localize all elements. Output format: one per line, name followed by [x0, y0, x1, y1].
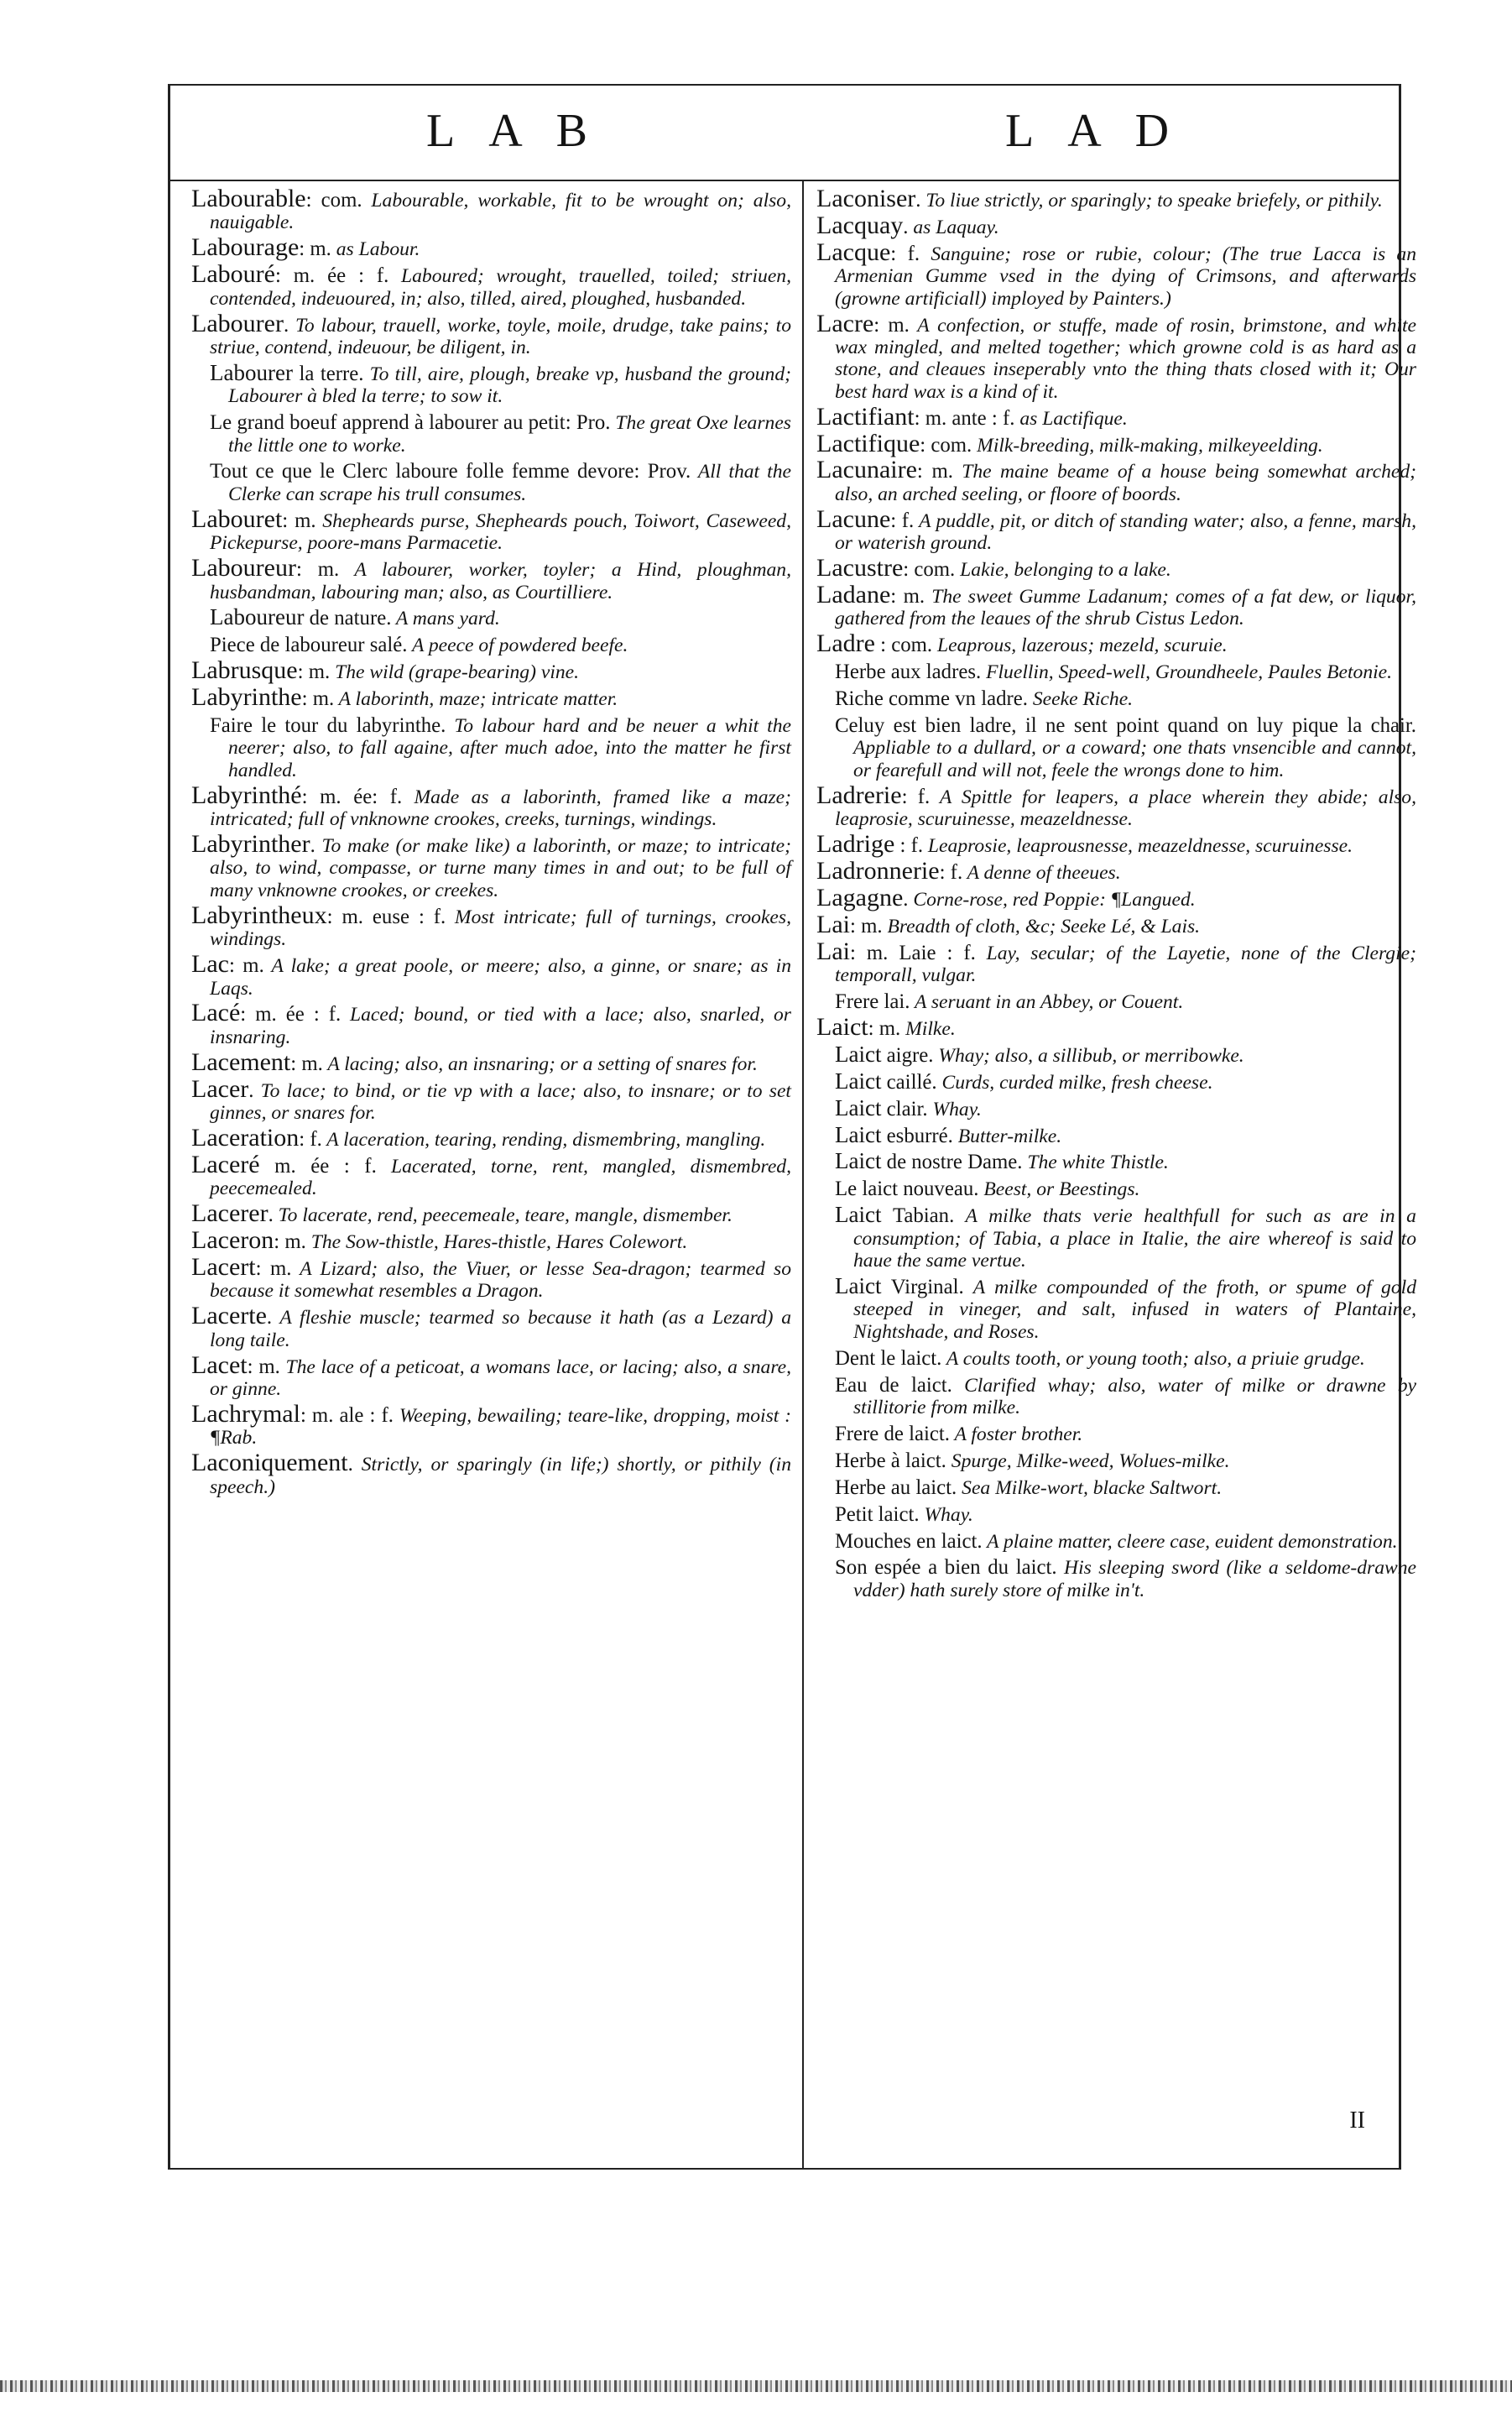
- definition: Sanguine; rose or rubie, colour; (The true Lacca is an Armenian Gumme vsed in the dying of Crimsons, and afterwards (growne artificiall) imployed by Painters.): [835, 243, 1416, 310]
- headword: Laict: [835, 1148, 882, 1174]
- grammar-note: : com.: [903, 558, 956, 582]
- definition: A confection, or stuffe, made of rosin, brimstone, and white wax mingled, and melted together; which growne cold is as hard as a stone, and cleaues inseperably vnto the thing thats closed with it; Our best hard wax is a kind of it.: [835, 314, 1416, 403]
- headword: Laboureur: [210, 604, 305, 630]
- definition: A labourer, worker, toyler; a Hind, ploughman, husbandman, labouring man; also, as Courtilliere.: [210, 559, 791, 603]
- running-head-right: LAD: [1005, 105, 1203, 157]
- grammar-note: .: [283, 313, 289, 337]
- grammar-note: : m.: [295, 558, 340, 582]
- dictionary-entry: [816, 504, 1416, 555]
- grammar-note: .: [266, 1306, 273, 1329]
- definition: Lakie, belonging to a lake.: [955, 559, 1171, 582]
- headword: Lactifique: [816, 429, 920, 457]
- grammar-note: : m.: [274, 1230, 306, 1254]
- definition: A laceration, tearing, rending, dismembring, mangling.: [321, 1128, 766, 1151]
- grammar-note: : m. euse : f.: [326, 905, 446, 928]
- grammar-note: : f.: [299, 1127, 322, 1151]
- grammar-note: de nature.: [304, 607, 392, 630]
- grammar-note: : m.: [868, 1016, 901, 1040]
- headword: Lacunaire: [816, 456, 917, 484]
- scan-edge-strip: [0, 2380, 1512, 2392]
- definition: To labour hard and be neuer a whit the neerer; also, to fall againe, after much adoe, into the matter he first handled.: [228, 715, 791, 781]
- headword: Lacque: [816, 238, 891, 266]
- headword: Laconiser: [816, 185, 916, 212]
- dictionary-entry: [191, 1123, 791, 1152]
- grammar-note: Piece de laboureur salé.: [210, 634, 408, 657]
- column-divider: [802, 180, 804, 2168]
- definition: A foster brother.: [950, 1423, 1083, 1445]
- grammar-note: .: [268, 1204, 274, 1227]
- dictionary-entry: [816, 238, 1416, 310]
- dictionary-entry: [191, 656, 791, 685]
- grammar-note: la terre.: [292, 362, 364, 385]
- grammar-note: : f.: [939, 860, 963, 884]
- headword: Lai: [816, 937, 850, 965]
- definition: Whay.: [927, 1098, 982, 1120]
- dictionary-entry: [816, 402, 1416, 431]
- dictionary-entry: [816, 883, 1416, 911]
- grammar-note: aigre.: [881, 1043, 934, 1067]
- definition: Labourable, workable, fit to be wrought on; also, nauigable.: [210, 190, 791, 234]
- headword: Labourable: [191, 185, 306, 212]
- headword: Lacustre: [816, 554, 904, 582]
- grammar-note: .: [915, 189, 921, 212]
- headword: Labrusque: [191, 656, 298, 685]
- headword: Ladronnerie: [816, 856, 940, 885]
- grammar-note: Petit laict.: [835, 1502, 920, 1526]
- dictionary-entry: [816, 211, 1416, 239]
- grammar-note: : m.: [301, 687, 335, 711]
- grammar-note: : com.: [920, 433, 972, 457]
- headword: Ladrige: [816, 830, 895, 859]
- grammar-note: Virginal.: [881, 1275, 964, 1298]
- dictionary-entry: [191, 1449, 791, 1498]
- definition: Sea Milke-wort, blacke Saltwort.: [957, 1476, 1223, 1499]
- grammar-note: Son espée a bien du laict.: [835, 1556, 1057, 1580]
- definition: The sweet Gumme Ladanum; comes of a fat dew, or liquor, gathered from the leaues of the shrub Cistus Ledon.: [835, 586, 1416, 630]
- definition: The white Thistle.: [1022, 1152, 1169, 1174]
- headword: Ladane: [816, 581, 891, 608]
- grammar-note: : m.: [849, 914, 883, 938]
- headword: Laceron: [191, 1226, 274, 1255]
- headword: Lacer: [191, 1074, 249, 1103]
- grammar-note: .: [903, 215, 909, 238]
- left-column: [191, 185, 792, 1502]
- definition: The wild (grape-bearing) vine.: [330, 661, 580, 684]
- definition: The maine beame of a house being somewhat arched; also, an arched seeling, or floore of boords.: [835, 461, 1417, 505]
- dictionary-entry: [191, 1047, 791, 1076]
- definition: A laborinth, maze; intricate matter.: [334, 688, 618, 711]
- grammar-note: : com.: [305, 189, 362, 212]
- dictionary-entry: [191, 1252, 791, 1303]
- grammar-note: : m. ée : f.: [240, 1003, 342, 1026]
- dictionary-entry: [816, 937, 1416, 987]
- grammar-note: Dent le laict.: [835, 1346, 942, 1370]
- definition: A puddle, pit, or ditch of standing water; also, a fenne, marsh, or waterish ground.: [835, 509, 1416, 555]
- grammar-note: de nostre Dame.: [881, 1151, 1023, 1174]
- dictionary-entry: [816, 1555, 1416, 1601]
- definition: Shepheards purse, Shepheards pouch, Toiwort, Caseweed, Pickepurse, poore-mans Parmacetie.: [210, 509, 792, 555]
- headword: Laceration: [191, 1123, 300, 1152]
- definition: A peece of powdered beefe.: [407, 635, 628, 657]
- headword: Lacé: [191, 999, 241, 1027]
- grammar-note: caillé.: [881, 1070, 937, 1094]
- dictionary-entry: [191, 1399, 792, 1449]
- grammar-note: : com.: [874, 634, 933, 657]
- dictionary-entry: [816, 629, 1416, 658]
- definition: Milke.: [900, 1017, 956, 1040]
- dictionary-entry: [191, 633, 791, 656]
- definition: Whay; also, a sillibub, or merribowke.: [933, 1044, 1244, 1067]
- grammar-note: Tout ce que le Clerc laboure folle femme devore: Prov.: [210, 460, 691, 483]
- dictionary-entry: [191, 410, 791, 457]
- dictionary-entry: [191, 1226, 791, 1255]
- dictionary-entry: [816, 1177, 1416, 1200]
- dictionary-entry: [816, 1150, 1416, 1173]
- dictionary-entry: [816, 1529, 1416, 1553]
- headword: Lacert: [191, 1252, 256, 1281]
- definition: Laboured; wrought, trauelled, toiled; striuen, contended, indeuoured, in; also, tilled, aired, ploughed, husbanded.: [210, 265, 791, 310]
- headword: Ladrerie: [816, 781, 902, 809]
- definition: Weeping, bewailing; teare-like, dropping, moist : ¶Rab.: [210, 1404, 792, 1449]
- headword: Lacre: [816, 309, 874, 337]
- grammar-note: Riche comme vn ladre.: [835, 687, 1028, 711]
- definition: Clarified whay; also, water of milke or drawne by stillitorie from milke.: [853, 1374, 1417, 1418]
- definition: Made as a laborinth, framed like a maze; intricated; full of vnknowne crookes, creeks, turnings, windings.: [210, 786, 791, 831]
- definition: Strictly, or sparingly (in life;) shortly, or pithily (in speech.): [210, 1454, 791, 1498]
- dictionary-entry: [816, 830, 1416, 859]
- dictionary-entry: [191, 606, 791, 629]
- right-column: [816, 185, 1417, 1605]
- headword: Lagagne: [816, 883, 904, 911]
- grammar-note: : m.: [873, 313, 910, 337]
- definition: A lacing; also, an insnaring; or a setting of snares for.: [322, 1052, 758, 1075]
- dictionary-entry: [816, 456, 1417, 505]
- page-number: II: [1349, 2107, 1365, 2134]
- grammar-note: Faire le tour du labyrinthe.: [210, 714, 446, 738]
- grammar-note: : m. ale : f.: [300, 1403, 394, 1427]
- dictionary-entry: [816, 990, 1416, 1013]
- headword: Labyrinther: [191, 830, 310, 859]
- grammar-note: : m.: [290, 1052, 323, 1075]
- dictionary-entry: [191, 459, 791, 505]
- dictionary-entry: [816, 309, 1416, 404]
- grammar-note: : m.: [299, 238, 331, 261]
- dictionary-entry: [816, 1422, 1416, 1445]
- grammar-note: Tabian.: [881, 1204, 955, 1228]
- dictionary-entry: [816, 554, 1416, 582]
- grammar-note: Le laict nouveau.: [835, 1178, 979, 1201]
- grammar-note: m. ée : f.: [259, 1154, 377, 1178]
- headword: Lachrymal: [191, 1399, 300, 1428]
- definition: Lay, secular; of the Layetie, none of the Clergie; temporall, vulgar.: [835, 942, 1416, 987]
- dictionary-entry: [191, 359, 791, 408]
- dictionary-entry: [191, 781, 791, 831]
- dictionary-entry: [191, 185, 791, 234]
- dictionary-entry: [816, 1043, 1416, 1067]
- headword: Labourer: [210, 359, 293, 385]
- grammar-note: Herbe aux ladres.: [835, 661, 982, 684]
- dictionary-entry: [816, 185, 1416, 212]
- dictionary-entry: [816, 581, 1416, 630]
- grammar-note: : m.: [282, 509, 316, 532]
- grammar-note: : m.: [228, 954, 264, 978]
- definition: To liue strictly, or sparingly; to speake briefely, or pithily.: [920, 190, 1383, 212]
- headword: Labourer: [191, 309, 284, 337]
- definition: A Spittle for leapers, a place wherein they abide; also, leaprosie, scuruinesse, meazeldnesse.: [835, 786, 1417, 831]
- grammar-note: Frere lai.: [835, 990, 910, 1013]
- dictionary-entry: [816, 713, 1416, 781]
- headword: Laict: [835, 1202, 882, 1228]
- grammar-note: Celuy est bien ladre, il ne sent point quand on luy pique la chair.: [835, 714, 1416, 738]
- dictionary-entry: [191, 999, 791, 1048]
- definition: Most intricate; full of turnings, crookes, windings.: [210, 906, 791, 951]
- definition: The Sow-thistle, Hares-thistle, Hares Colewort.: [305, 1231, 688, 1254]
- grammar-note: : m.: [247, 1355, 280, 1378]
- dictionary-entry: [191, 554, 791, 603]
- definition: To lacerate, rend, peecemeale, teare, mangle, dismember.: [273, 1204, 733, 1227]
- dictionary-entry: [816, 1449, 1416, 1472]
- definition: A fleshie muscle; tearmed so because it hath (as a Lezard) a long taile.: [210, 1307, 791, 1351]
- definition: A milke thats verie healthfull for such as are in a consumption; of Tabia, a place in Italie, the aire whereof is said to haue the same vertue.: [853, 1205, 1416, 1272]
- dictionary-entry: [191, 830, 791, 901]
- headword: Lacet: [191, 1350, 248, 1379]
- definition: The great Oxe learnes the little one to worke.: [228, 412, 791, 457]
- headword: Ladre: [816, 629, 875, 658]
- definition: To make (or make like) a laborinth, or maze; to intricate; also, to wind, compasse, or turne many times in and out; to be full of many vnknowne crookes, or creekes.: [210, 835, 791, 901]
- grammar-note: : m. Laie : f.: [849, 941, 976, 964]
- definition: The lace of a peticoat, a womans lace, or lacing; also, a snare, or ginne.: [210, 1355, 791, 1400]
- definition: Whay.: [919, 1503, 973, 1526]
- dictionary-entry: [191, 504, 792, 555]
- headword: Lacement: [191, 1047, 291, 1076]
- grammar-note: Eau de laict.: [835, 1373, 952, 1397]
- definition: as Lactifique.: [1014, 407, 1128, 430]
- dictionary-entry: [816, 1204, 1416, 1272]
- headword: Laceré: [191, 1150, 260, 1178]
- dictionary-entry: [816, 1475, 1416, 1499]
- grammar-note: .: [248, 1079, 254, 1102]
- headword: Labourage: [191, 233, 300, 262]
- grammar-note: : m. ée : f.: [274, 264, 389, 288]
- grammar-note: .: [347, 1453, 353, 1476]
- headword: Lac: [191, 950, 229, 979]
- headword: Labyrinthe: [191, 683, 302, 712]
- dictionary-entry: [191, 1302, 791, 1351]
- grammar-note: : f.: [890, 509, 915, 532]
- running-head-left: LAB: [426, 105, 621, 157]
- definition: Breadth of cloth, &c; Seeke Lé, & Lais.: [882, 915, 1201, 938]
- header-rule: [170, 180, 1399, 181]
- grammar-note: : m.: [297, 661, 331, 684]
- dictionary-entry: [191, 233, 791, 262]
- headword: Laict: [835, 1121, 882, 1147]
- headword: Labyrinthé: [191, 781, 302, 809]
- definition: A lake; a great poole, or meere; also, a ginne, or snare; as in Laqs.: [210, 955, 791, 1000]
- dictionary-entry: [191, 309, 791, 359]
- dictionary-entry: [816, 660, 1416, 683]
- definition: Butter-milke.: [952, 1125, 1062, 1147]
- dictionary-entry: [191, 1150, 791, 1200]
- dictionary-entry: [816, 910, 1416, 938]
- dictionary-page: [168, 84, 1417, 2170]
- dictionary-entry: [816, 1502, 1416, 1526]
- definition: A plaine matter, cleere case, euident demonstration.: [982, 1530, 1398, 1553]
- definition: Seeke Riche.: [1027, 688, 1134, 711]
- dictionary-entry: [816, 781, 1417, 831]
- dictionary-entry: [816, 687, 1416, 710]
- definition: All that the Clerke can scrape his trull consumes.: [228, 461, 791, 505]
- dictionary-entry: [191, 1199, 791, 1228]
- definition: A denne of theeues.: [962, 861, 1121, 884]
- grammar-note: : f.: [894, 834, 924, 858]
- dictionary-entry: [191, 1350, 791, 1401]
- definition: A seruant in an Abbey, or Couent.: [910, 991, 1184, 1013]
- headword: Laconiquement: [191, 1449, 348, 1477]
- definition: Corne-rose, red Poppie: ¶Langued.: [908, 888, 1196, 911]
- dictionary-entry: [191, 683, 791, 712]
- grammar-note: Mouches en laict.: [835, 1529, 983, 1553]
- headword: Lacquay: [816, 211, 904, 239]
- grammar-note: : f.: [890, 242, 920, 265]
- headword: Lacune: [816, 504, 891, 533]
- definition: To till, aire, plough, breake vp, husband the ground; Labourer à bled la terre; to sow it.: [228, 363, 791, 408]
- dictionary-entry: [191, 260, 791, 310]
- definition: His sleeping sword (like a seldome-drawne vdder) hath surely store of milke in't.: [853, 1557, 1416, 1601]
- headword: Labyrintheux: [191, 901, 327, 929]
- definition: Spurge, Milke-weed, Wolues-milke.: [946, 1449, 1230, 1472]
- dictionary-entry: [816, 1272, 1416, 1343]
- headword: Laict: [816, 1012, 868, 1041]
- definition: Lacerated, torne, rent, mangled, dismembred, peecemealed.: [210, 1155, 791, 1200]
- dictionary-entry: [816, 1012, 1416, 1041]
- dictionary-entry: [816, 1346, 1416, 1370]
- grammar-note: : f.: [901, 785, 931, 808]
- headword: Laict: [835, 1041, 882, 1067]
- grammar-note: : m.: [255, 1256, 292, 1280]
- definition: To labour, trauell, worke, toyle, moile, drudge, take pains; to striue, contend, indeuour, be diligent, in.: [210, 314, 791, 358]
- headword: Laict: [835, 1068, 882, 1094]
- definition: Milk-breeding, milk-making, milkeyeelding.: [972, 434, 1323, 457]
- headword: Lacerer: [191, 1199, 269, 1228]
- headword: Labouré: [191, 260, 275, 289]
- headword: Lacerte: [191, 1302, 267, 1330]
- definition: as Labour.: [331, 238, 420, 261]
- dictionary-entry: [816, 1070, 1416, 1094]
- grammar-note: Herbe au laict.: [835, 1475, 957, 1499]
- grammar-note: Le grand boeuf apprend à labourer au petit: Pro.: [210, 411, 611, 435]
- headword: Lactifiant: [816, 402, 915, 431]
- grammar-note: .: [310, 834, 315, 858]
- dictionary-entry: [816, 1121, 1416, 1147]
- grammar-note: esburré.: [881, 1124, 953, 1147]
- dictionary-entry: [191, 901, 791, 951]
- definition: A milke compounded of the froth, or spume of gold steeped in vineger, and salt, infused in waters of Plantaine, Nightshade, and Roses.: [853, 1276, 1416, 1343]
- definition: Laced; bound, or tied with a lace; also, snarled, or insnaring.: [210, 1004, 791, 1048]
- definition: Appliable to a dullard, or a coward; one thats vnsencible and cannot, or fearefull and will not, feele the wrongs done to him.: [853, 737, 1416, 781]
- dictionary-entry: [191, 713, 791, 781]
- grammar-note: : m. ée: f.: [301, 785, 403, 808]
- definition: Leaprosie, leaprousnesse, meazeldnesse, scuruinesse.: [923, 835, 1353, 858]
- grammar-note: : m.: [890, 585, 925, 608]
- definition: A coults tooth, or young tooth; also, a priuie grudge.: [941, 1347, 1365, 1370]
- headword: Labouret: [191, 504, 283, 533]
- grammar-note: clair.: [881, 1097, 928, 1120]
- grammar-note: : m. ante : f.: [914, 406, 1015, 430]
- grammar-note: : m.: [916, 460, 953, 483]
- headword: Laict: [835, 1272, 882, 1298]
- definition: as Laquay.: [908, 216, 999, 238]
- definition: Curds, curded milke, fresh cheese.: [936, 1071, 1213, 1094]
- definition: A Lizard; also, the Viuer, or lesse Sea-dragon; tearmed so because it somewhat resembles a Dragon.: [210, 1257, 791, 1303]
- dictionary-entry: [816, 856, 1416, 885]
- definition: Fluellin, Speed-well, Groundheele, Paules Betonie.: [981, 661, 1393, 684]
- dictionary-entry: [816, 429, 1416, 457]
- dictionary-entry: [816, 1094, 1416, 1120]
- grammar-note: Frere de laict.: [835, 1422, 951, 1445]
- definition: Leaprous, lazerous; mezeld, scuruie.: [932, 635, 1228, 657]
- definition: To lace; to bind, or tie vp with a lace; also, to insnare; or to set ginnes, or snares for.: [210, 1079, 791, 1125]
- dictionary-entry: [191, 950, 791, 1000]
- definition: A mans yard.: [391, 608, 500, 630]
- definition: Beest, or Beestings.: [978, 1178, 1140, 1201]
- grammar-note: Herbe à laict.: [835, 1449, 946, 1472]
- dictionary-entry: [191, 1074, 791, 1125]
- headword: Laboureur: [191, 554, 296, 582]
- headword: Lai: [816, 910, 850, 938]
- grammar-note: .: [903, 887, 909, 911]
- dictionary-entry: [816, 1373, 1416, 1419]
- headword: Laict: [835, 1094, 882, 1120]
